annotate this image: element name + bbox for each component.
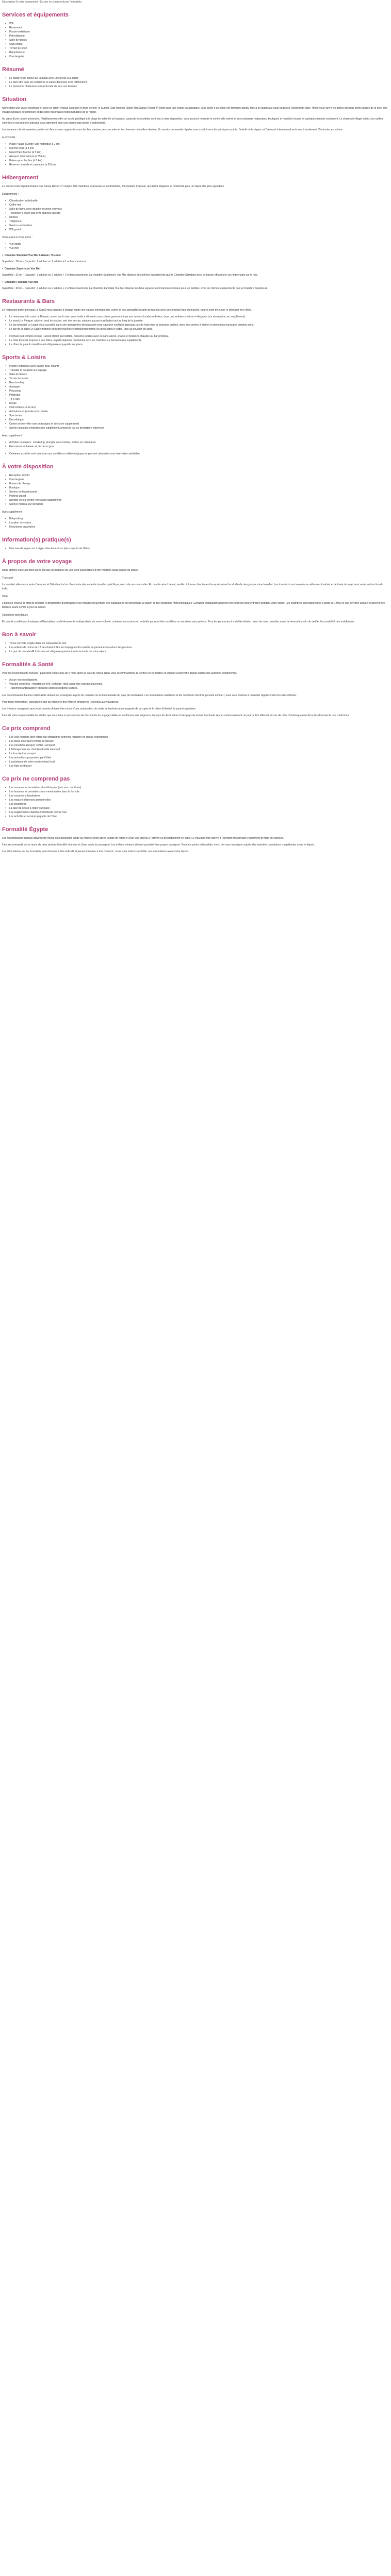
list-item: • Conciergerie bbox=[9, 478, 389, 482]
list-item: • Réception 24h/24 bbox=[9, 473, 389, 478]
equipment-label: Équipements : bbox=[2, 193, 19, 196]
sports-section bbox=[2, 354, 389, 456]
restaurants-heading: Restaurants & Bars bbox=[2, 298, 55, 304]
list-item: • Une taxe de séjour est à régler directement sur place auprès de l'hôtel. bbox=[9, 547, 389, 551]
room-title-text: Chambre Supérieure Vue Mer bbox=[4, 267, 41, 270]
list-item: • Le dîner de gala du réveillon est obligatoire et payable sur place. bbox=[9, 343, 389, 347]
list-item: • L'hébergement en chambre double standard bbox=[9, 748, 389, 752]
hebergement-heading: Hébergement bbox=[2, 175, 39, 181]
room-description: Superficie : 32 m² - Capacité : 3 adultes ou 2 adultes + 2 enfants maximum. La chambre Supérieure Vue Mer dispose des mêmes équipements que la Chambre Standard avec un balcon offrant une vue imprenable sur la mer. bbox=[2, 274, 258, 277]
informations-list bbox=[2, 547, 389, 551]
list-item: • Club enfants (4-12 ans) bbox=[9, 405, 389, 410]
room-description: Superficie : 28 m² - Capacité : 2 adultes ou 2 adultes + 1 enfant maximum. bbox=[2, 260, 87, 263]
situation-paragraph: Au cœur d'une nature préservée, l'établissement offre un accès privilégié à la plage de sable fin où transats, parasols et serviettes sont mis à votre disposition. Vous pourrez rejoindre le centre-ville animé et ses nombreux restaurants, boutiques et marchés locaux en quelques minutes seulement. Le charmant village voisin, ses ruelles colorées et son marché artisanal vous attendent pour une promenade pleine d'authenticité. bbox=[2, 117, 383, 125]
room-title bbox=[2, 267, 389, 271]
proximity-list bbox=[2, 142, 389, 167]
room-title bbox=[2, 280, 389, 284]
list-item: • Pétanque bbox=[9, 393, 389, 397]
list-item: • Réserve naturelle et cascades (à 20 km) bbox=[9, 163, 389, 167]
list-item: • Terrain de tennis bbox=[9, 377, 389, 381]
list-item: • Les suppléments chambre individuelle ou vue mer bbox=[9, 810, 389, 815]
propos-heading: À propos de votre voyage bbox=[2, 558, 72, 565]
list-item: • Piscine extérieure bbox=[9, 30, 389, 34]
list-item: • Aucun vaccin obligatoire. bbox=[9, 678, 389, 682]
comprend-list bbox=[2, 735, 389, 768]
informations-section bbox=[2, 536, 389, 551]
list-item: • Les taxes d'aéroport et frais de dossier bbox=[9, 739, 389, 743]
disposition-section bbox=[2, 463, 389, 529]
list-item: • Piscine extérieure avec bassin pour enfants bbox=[9, 364, 389, 368]
list-item: • Vue jardin bbox=[9, 242, 389, 246]
list-item: • Les repas et dépenses personnelles bbox=[9, 798, 389, 802]
list-item: • Le plaisir et un séjour sur la plage avec un service à la quête bbox=[9, 76, 389, 80]
transport-label: Transport bbox=[2, 577, 13, 580]
footer-formalites-section bbox=[2, 826, 389, 854]
list-item: • Tir à l'arc bbox=[9, 397, 389, 401]
conditions-paragraph: En cas de conditions climatiques défavorables ou d'événements indépendants de notre volonté, certaines excursions ou activités pourront être modifiées ou annulées sans préavis. Pour les personnes à mobilité réduite, merci de nous consulter avant la réservation afin de vérifier l'accessibilité des installations. bbox=[2, 620, 355, 623]
transport-paragraph: Le transfert aller-retour entre l'aéroport et l'hôtel est inclus. Pour toute demande de transfert spécifique, merci de nous consulter. En cas de retard de vol, veuillez informer directement le représentant local afin de réorganiser votre transfert. Les transferts sont assurés en véhicule climatisé, et la durée du trajet peut varier en fonction du trafic. bbox=[2, 583, 383, 590]
list-item: • Le Club Imperial propose à ses hôtes un petit-déjeuner continental servi en chambre sur demande (en supplément). bbox=[9, 338, 389, 343]
list-item: • Boutique bbox=[9, 486, 389, 490]
list-item: • Ping-pong bbox=[9, 389, 389, 393]
list-item: • Restaurant bbox=[9, 26, 389, 30]
list-item: • Les excursions facultatives bbox=[9, 794, 389, 798]
sports-heading: Sports & Loisirs bbox=[2, 354, 46, 361]
propos-section bbox=[2, 558, 389, 624]
list-item: • Conciergerie bbox=[9, 55, 389, 59]
list-item: • Aquagym bbox=[9, 385, 389, 389]
list-item: • Discothèque bbox=[9, 418, 389, 422]
bullet-icon: • bbox=[2, 281, 3, 284]
informations-heading: Information(s) pratique(s) bbox=[2, 537, 71, 543]
list-item: • Parking gratuit bbox=[9, 494, 389, 498]
top-description: Description Ev pets compromet • Ev prix ne comprend pas Formalités bbox=[2, 1, 82, 4]
bonasavoir-list bbox=[2, 641, 389, 654]
list-item: • Certaines activités sont soumises aux conditions météorologiques et peuvent nécessiter une réservation préalable. bbox=[9, 452, 389, 456]
room-title-text: Chambre Standard Vue Mer Latérale / Vue Mer bbox=[4, 254, 61, 257]
formalites-section bbox=[2, 661, 389, 718]
list-item: • Baby-sitting bbox=[9, 517, 389, 521]
list-item: • Formule tout compris incluse : accès illimité aux buffets, boissons locales avec ou sans alcool, snacks et boissons chaudes au bar principal. bbox=[9, 334, 389, 338]
paid-activities-list bbox=[2, 440, 389, 449]
paid-services-label: Avec supplément : bbox=[2, 511, 24, 514]
list-item: • Navette vers le centre-ville (avec supplément) bbox=[9, 498, 389, 502]
paid-services-list bbox=[2, 517, 389, 529]
list-item: • Les boissons et prestations non mentionnées dans la formule bbox=[9, 790, 389, 794]
list-item: • Traitement antipaludéen conseillé selon les régions visitées. bbox=[9, 686, 389, 690]
formalites-paragraph: Pour les ressortissants français : passeport valide plus de 6 mois après la date de retour. Nous vous recommandons de vérifier les formalités en vigueur avant votre départ auprès des autorités compétentes. bbox=[2, 672, 238, 675]
restaurants-intro: Le restaurant buffet principal Le Corail vous propose à chaque repas une cuisine internationale variée et des spécialités locales préparées avec des produits frais du marché, pour le petit-déjeuner, le déjeuner et le dîner. bbox=[2, 309, 252, 312]
list-item: • Les assurances annulation et multirisques (voir nos conditions) bbox=[9, 786, 389, 790]
resume-heading: Résumé bbox=[2, 66, 24, 73]
formalites-paragraph: Il est de votre responsabilité de vérifier que vous êtes en possession de documents de voyage valides et conformes aux exigences du pays de destination et des pays de transit éventuels. Aucun remboursement ne pourra être effectué en cas de refus d'embarquement lié à des documents non conformes. bbox=[2, 714, 350, 717]
list-item: • Blanchisserie bbox=[9, 50, 389, 55]
health-list bbox=[2, 678, 389, 690]
list-item: • Minibar bbox=[9, 215, 389, 219]
list-item: • Plage Palace (Centre-ville historique à 2 km) bbox=[9, 142, 389, 146]
comprend-heading: Ce prix comprend bbox=[2, 725, 51, 732]
formalites-heading: Formalités & Santé bbox=[2, 662, 54, 668]
list-item: • Bureau de change bbox=[9, 482, 389, 486]
list-item: • Le bar de la plage Le Sable propose boissons fraîches et rafraîchissements les pieds dans le sable, face au coucher du soleil. bbox=[9, 327, 389, 331]
list-item: • Le restaurant à la carte Le Banyan, ouvert sur la mer, vous invite à découvrir une cuisine gastronomique aux saveurs locales raffinées, dans une ambiance intime et élégante (sur réservation, en supplément). bbox=[9, 315, 389, 319]
list-item: • Bateau pour les îles (à 8 km) bbox=[9, 159, 389, 163]
room-title bbox=[2, 253, 389, 258]
restaurants-section bbox=[2, 298, 389, 347]
list-item: • Terrain de sport bbox=[9, 46, 389, 50]
list-item: • Les enfants de moins de 12 ans doivent être accompagnés d'un adulte en permanence autour des piscines. bbox=[9, 646, 389, 650]
list-item: • Excursions organisées bbox=[9, 525, 389, 529]
bullet-icon: • bbox=[2, 267, 3, 270]
hebergement-intro: Le Sunset Club Imperial Diamo Naa Sansa Resort 4* compte 220 chambres spacieuses et confortables, d'inspiration tropicale, qui allient élégance et modernité pour un séjour des plus agréables. bbox=[2, 185, 225, 188]
list-item: • Animation en journée et en soirée bbox=[9, 410, 389, 414]
proximity-label: À proximité : bbox=[2, 136, 17, 139]
view-list bbox=[2, 242, 389, 250]
situation-section bbox=[2, 96, 389, 167]
hotel-paragraph: L'hôtel se réserve le droit de modifier le programme d'animation et les horaires d'ouverture des installations en fonction de la saison et des conditions météorologiques. Certaines installations peuvent être fermées pour entretien pendant votre séjour. Les chambres sont disponibles à partir de 14h00 le jour de votre arrivée et doivent être libérées avant 12h00 le jour du départ. bbox=[2, 602, 385, 609]
list-item: • Le bar principal Le Lagon vous accueille dans une atmosphère décontractée pour savourer cocktails tropicaux, jus de fruits frais et boissons variées, avec des soirées à thème et animations musicales certains soirs. bbox=[9, 323, 389, 327]
list-item: • L'assistance de notre représentant local bbox=[9, 760, 389, 764]
list-item: • Activités nautiques : snorkeling, plongée sous-marine, sorties en catamaran bbox=[9, 440, 389, 445]
list-item: • Coffre-fort bbox=[9, 203, 389, 207]
list-item: • Le personnel chaleureux est à l'écoute de tous vos besoins bbox=[9, 84, 389, 89]
services-section bbox=[2, 11, 389, 59]
list-item: • Les animations proposées par l'hôtel bbox=[9, 756, 389, 760]
list-item: • Grand Parc Marine (à 5 km) bbox=[9, 150, 389, 155]
list-item: • Le bien-être dans les chambres et suites décorées avec raffinement bbox=[9, 80, 389, 84]
list-item: • Spectacles bbox=[9, 414, 389, 418]
list-item: • Wifi bbox=[9, 22, 389, 26]
list-item: • Transats et parasols sur la plage bbox=[9, 368, 389, 372]
list-item: • Les vols réguliers aller-retour sur compagnie aérienne régulière en classe économique bbox=[9, 735, 389, 739]
hotel-label: Hôtel bbox=[2, 595, 8, 598]
services-list bbox=[2, 22, 389, 59]
formalites-paragraph: Les ressortissants d'autres nationalités doivent se renseigner auprès du consulat ou de l'ambassade du pays de destination. Les informations sanitaires et les conditions d'entrée peuvent évoluer ; nous vous invitons à consulter régulièrement les sites officiels. bbox=[2, 694, 297, 697]
footer-formalites-heading: Formalité Égypte bbox=[2, 826, 48, 833]
list-item: • Les frais de dossier bbox=[9, 764, 389, 768]
list-item: • Les activités et services payants de l'hôtel bbox=[9, 815, 389, 819]
disposition-list bbox=[2, 473, 389, 506]
list-item: • Aéroport international (à 35 km) bbox=[9, 155, 389, 159]
bonasavoir-section bbox=[2, 631, 389, 654]
list-item: • Service médical sur demande bbox=[9, 502, 389, 506]
comprend-section bbox=[2, 725, 389, 768]
formula-list bbox=[2, 334, 389, 347]
list-item: • Service en chambre bbox=[9, 224, 389, 228]
list-item: • Excursions en bateau et pêche au gros bbox=[9, 445, 389, 449]
list-item: • Téléphone bbox=[9, 219, 389, 224]
sports-list bbox=[2, 364, 389, 430]
list-item: • Beach-volley bbox=[9, 381, 389, 385]
restaurants-list bbox=[2, 315, 389, 331]
page bbox=[0, 0, 391, 862]
sports-note-list bbox=[2, 452, 389, 456]
situation-heading: Situation bbox=[2, 96, 27, 103]
list-item: • Climatisation individuelle bbox=[9, 199, 389, 203]
list-item: • La formule tout compris bbox=[9, 752, 389, 756]
list-item: • Les transferts aéroport / hôtel / aéroport bbox=[9, 743, 389, 748]
list-item: • Le snack Le Pirogue, situé en bord de piscine, sert des en-cas, salades, pizzas et grillades tout au long de la journée. bbox=[9, 319, 389, 323]
conditions-label: Conditions spécifiques bbox=[2, 614, 28, 617]
equipment-list bbox=[2, 199, 389, 232]
list-item: • Petit-déjeuner bbox=[9, 34, 389, 38]
room-description: Superficie : 40 m² - Capacité : 4 adultes ou 2 adultes + 2 enfants maximum. La Chambre Familiale Vue Mer dispose de deux espaces communicants idéaux pour les familles, avec les mêmes équipements que la Chambre Supérieure. bbox=[2, 287, 268, 290]
situation-paragraph: Niché dans une vaste cocoteraie et dans un jardin tropical luxuriant en bord de mer, le Sunset Club Imperial Diamo Naa Sansa Resort 4*, blotti dans une crique paradisiaque, vous invite à un séjour de farniente absolu face à un lagon aux eaux turquoise. Idéalement situé, l'hôtel vous ouvre les portes des plus belles plages de la côte, des villages typiques de pêcheurs et des sites historiques incontournables de la région. bbox=[2, 107, 387, 114]
list-item: • Le port du bracelet All Inclusive est obligatoire pendant toute la durée de votre séjour. bbox=[9, 650, 389, 654]
bonasavoir-heading: Bon à savoir bbox=[2, 632, 37, 638]
list-item: • Service de blanchisserie bbox=[9, 490, 389, 494]
propos-intro: Nous attirons votre attention sur le fait que les horaires de vols sont susceptibles d'être modifiés jusqu'au jour du départ. bbox=[2, 569, 139, 572]
resume-list bbox=[2, 76, 389, 89]
list-item: • La taxe de séjour à régler sur place bbox=[9, 806, 389, 810]
formalites-paragraph: Les mineurs voyageant sans leurs parents doivent être munis d'une autorisation de sortie de territoire accompagnée de la copie de la pièce d'identité du parent signataire. bbox=[2, 707, 197, 710]
list-item: • Wifi gratuit bbox=[9, 228, 389, 232]
formalites-paragraph: Pour toute information, consultez le site du Ministère des Affaires étrangères : conseils aux voyageurs. bbox=[2, 701, 119, 704]
bullet-icon: • bbox=[2, 254, 3, 257]
services-heading: Services et équipements bbox=[2, 12, 69, 18]
list-item: • Club enfant bbox=[9, 42, 389, 46]
list-item: • Les pourboires bbox=[9, 802, 389, 806]
room-title-text: Chambre Familiale Vue Mer bbox=[4, 281, 38, 284]
comprend-pas-list bbox=[2, 786, 389, 819]
list-item: • Tenue correcte exigée dans les restaurants le soir. bbox=[9, 641, 389, 646]
list-item: • Vue mer bbox=[9, 246, 389, 250]
footer-formalites-paragraph: Il est recommandé de se munir de deux photos d'identité récentes et d'une copie du passeport. Les enfants mineurs doivent posséder leur propre passeport. Pour les autres nationalités, merci de vous renseigner auprès des autorités consulaires compétentes avant le départ. bbox=[2, 843, 315, 846]
list-item: • Télévision à écran plat avec chaînes satellite bbox=[9, 211, 389, 215]
disposition-heading: À votre disposition bbox=[2, 464, 54, 470]
resume-section bbox=[2, 66, 389, 89]
view-label: Vous aurez le choix entre : bbox=[2, 236, 32, 239]
list-item: • Salle de bains avec douche et sèche-cheveux bbox=[9, 207, 389, 211]
situation-paragraph: Les amateurs de découvertes profiteront d'excursions organisées vers les îles voisines, les cascades et les réserves naturelles alentour. Un service de navette régulier vous conduit vers les principaux points d'intérêt de la région, et l'aéroport international se trouve à seulement 35 minutes en voiture. bbox=[2, 128, 344, 131]
list-item: • Salle de fitness bbox=[9, 372, 389, 377]
list-item: • Location de voiture bbox=[9, 521, 389, 525]
comprend-pas-section bbox=[2, 775, 389, 819]
footer-formalites-paragraph: Les informations sur les formalités sont données à titre indicatif et peuvent évoluer à tout moment ; nous vous invitons à vérifier ces informations avant votre départ. bbox=[2, 850, 189, 853]
footer-formalites-paragraph: Les ressortissants français doivent être munis d'un passeport valide au moins 6 mois après la date de retour et d'un visa obtenu à l'arrivée ou préalablement en ligne. Le visa peut être délivré à l'aéroport moyennant le paiement de frais en espèces. bbox=[2, 837, 284, 840]
list-item: • Kayak bbox=[9, 401, 389, 405]
list-item: • Marché local (à 3 km) bbox=[9, 146, 389, 150]
list-item: • Salle de fitness bbox=[9, 38, 389, 42]
list-item: • Centre de bien-être avec massages et soins (en supplément) bbox=[9, 422, 389, 426]
comprend-pas-heading: Ce prix ne comprend pas bbox=[2, 776, 70, 782]
list-item: • Vaccins conseillés : hépatites A et B, typhoïde, mise à jour des vaccins universels. bbox=[9, 682, 389, 686]
paid-activities-label: Avec supplément : bbox=[2, 434, 24, 437]
list-item: • Sports nautiques motorisés (en supplément, proposés par un prestataire extérieur) bbox=[9, 426, 389, 430]
hebergement-section bbox=[2, 174, 389, 291]
